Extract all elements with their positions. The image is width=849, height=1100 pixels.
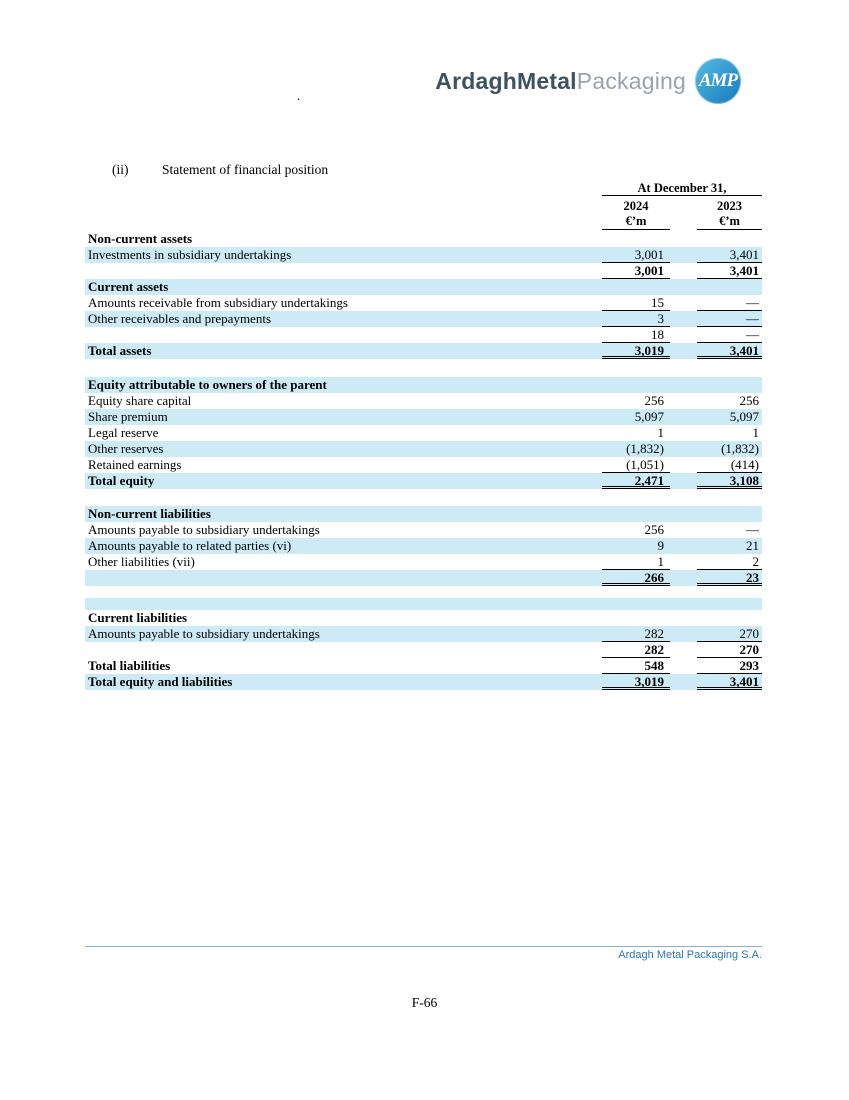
row-label: Equity share capital — [88, 393, 192, 408]
row-label: Equity attributable to owners of the parent — [88, 377, 327, 392]
value-2024 — [602, 506, 670, 522]
column-gap — [670, 343, 697, 359]
value-2023 — [697, 598, 762, 610]
column-gap — [670, 658, 697, 674]
table-row — [85, 343, 762, 359]
value-2024: 3,001 — [602, 263, 670, 279]
value-2023: 21 — [746, 538, 759, 553]
table-row — [85, 409, 762, 425]
value-2024: 1 — [602, 554, 670, 570]
logo-word-metal: Metal — [516, 67, 577, 94]
column-gap — [670, 311, 697, 327]
row-label: Amounts payable to subsidiary undertakings — [88, 522, 320, 537]
column-gap — [670, 198, 697, 214]
table-row — [85, 489, 762, 506]
table-row — [85, 522, 762, 538]
row-label: Retained earnings — [88, 457, 182, 472]
table-row — [85, 425, 762, 441]
column-gap — [670, 506, 697, 522]
value-2023: 3,108 — [697, 473, 762, 489]
column-gap — [670, 327, 697, 343]
value-2023 — [697, 231, 762, 247]
table-row — [85, 586, 762, 598]
table-row — [85, 441, 762, 457]
value-2024: 1 — [657, 425, 664, 440]
value-2024: 18 — [602, 327, 670, 343]
table-row — [85, 231, 762, 247]
value-2024: (1,051) — [602, 457, 670, 473]
row-label: Total equity and liabilities — [88, 674, 233, 689]
row-label — [85, 327, 602, 343]
table-row — [85, 570, 762, 586]
column-gap — [670, 538, 697, 554]
column-gap — [670, 626, 697, 642]
column-gap — [670, 598, 697, 610]
amp-badge-monogram: AMP — [698, 70, 738, 91]
column-gap — [670, 409, 697, 425]
value-2023 — [697, 377, 762, 393]
value-2023 — [697, 279, 762, 295]
value-2024: 256 — [644, 393, 664, 408]
section-index: (ii) — [112, 162, 129, 177]
column-gap — [670, 586, 697, 598]
value-2023 — [697, 610, 762, 626]
table-date-header-row — [85, 181, 762, 196]
table-row — [85, 642, 762, 658]
year-2023-header: 2023 — [717, 199, 742, 213]
value-2024: 15 — [602, 295, 670, 311]
table-body — [85, 231, 762, 690]
table-row — [85, 359, 762, 377]
value-2024: 3,019 — [602, 343, 670, 359]
table-row — [85, 658, 762, 674]
row-label: Amounts payable to related parties (vi) — [88, 538, 292, 553]
column-gap — [670, 247, 697, 263]
column-gap — [670, 554, 697, 570]
value-2023: 2 — [697, 554, 762, 570]
company-logo — [435, 58, 741, 104]
value-2023: — — [697, 327, 762, 343]
section-title — [112, 162, 328, 178]
row-label: Other receivables and prepayments — [88, 311, 272, 326]
footer-company-name: Ardagh Metal Packaging S.A. — [618, 949, 762, 961]
logo-wordmark — [435, 68, 686, 95]
row-label: Other liabilities (vii) — [88, 554, 195, 569]
column-gap — [670, 279, 697, 295]
table-row — [85, 598, 762, 610]
value-2024: 256 — [644, 522, 664, 537]
row-label: Legal reserve — [88, 425, 159, 440]
value-2024 — [602, 377, 670, 393]
table-row — [85, 506, 762, 522]
row-label: Total liabilities — [88, 658, 171, 673]
value-2023: 1 — [752, 425, 759, 440]
table-row — [85, 473, 762, 489]
value-2023: 3,401 — [697, 263, 762, 279]
column-gap — [670, 642, 697, 658]
column-gap — [670, 610, 697, 626]
amp-badge-icon — [695, 58, 741, 104]
table-row — [85, 674, 762, 690]
table-row — [85, 626, 762, 642]
column-gap — [670, 457, 697, 473]
table-units-row — [85, 214, 762, 230]
column-gap — [670, 489, 697, 506]
row-label: Other reserves — [88, 441, 164, 456]
value-2024 — [602, 279, 670, 295]
value-2023: 3,401 — [697, 674, 762, 690]
table-years-row — [85, 198, 762, 214]
value-2024: 2,471 — [602, 473, 670, 489]
value-2023: (1,832) — [721, 441, 759, 456]
table-row — [85, 263, 762, 279]
value-2024: 5,097 — [634, 409, 664, 424]
row-label — [85, 598, 602, 610]
column-gap — [670, 231, 697, 247]
value-2023: 256 — [739, 393, 759, 408]
value-2023: — — [746, 522, 759, 537]
row-label: Current assets — [88, 279, 169, 294]
value-2024 — [602, 489, 670, 506]
value-2024: (1,832) — [626, 441, 664, 456]
row-label: Non-current assets — [88, 231, 193, 246]
column-gap — [670, 263, 697, 279]
value-2023 — [697, 586, 762, 598]
table-row — [85, 457, 762, 473]
row-label: Amounts payable to subsidiary undertakings — [88, 626, 320, 641]
row-label: Current liabilities — [88, 610, 188, 625]
value-2024: 3,019 — [602, 674, 670, 690]
value-2023: 3,401 — [697, 247, 762, 263]
column-gap — [670, 425, 697, 441]
value-2023 — [697, 489, 762, 506]
row-label — [85, 642, 602, 658]
value-2023 — [697, 506, 762, 522]
value-2023: (414) — [697, 457, 762, 473]
logo-word-ardagh: Ardagh — [435, 67, 517, 94]
value-2023: — — [697, 311, 762, 327]
table-row — [85, 311, 762, 327]
value-2023: 293 — [697, 658, 762, 674]
column-gap — [670, 522, 697, 538]
value-2024: 266 — [602, 570, 670, 586]
value-2023: 3,401 — [697, 343, 762, 359]
row-label: Total equity — [88, 473, 155, 488]
column-gap — [670, 377, 697, 393]
table-row — [85, 610, 762, 626]
row-label: Investments in subsidiary undertakings — [88, 247, 292, 262]
row-label — [85, 489, 602, 506]
column-gap — [670, 570, 697, 586]
value-2023: 5,097 — [729, 409, 759, 424]
column-gap — [670, 359, 697, 377]
table-row — [85, 554, 762, 570]
unit-2024-header: €’m — [602, 214, 670, 230]
stray-period-mark: . — [297, 88, 301, 103]
value-2024: 3 — [602, 311, 670, 327]
value-2024: 9 — [657, 538, 664, 553]
value-2024: 548 — [602, 658, 670, 674]
table-row — [85, 247, 762, 263]
row-label — [85, 359, 602, 377]
column-gap — [670, 295, 697, 311]
column-gap — [670, 441, 697, 457]
header-spacer — [85, 214, 602, 230]
value-2024 — [602, 359, 670, 377]
section-title-text: Statement of financial position — [162, 162, 329, 177]
value-2023 — [697, 359, 762, 377]
unit-2023-header: €’m — [697, 214, 762, 230]
value-2024 — [602, 610, 670, 626]
financial-position-table — [85, 181, 762, 690]
table-row — [85, 279, 762, 295]
row-label: Share premium — [88, 409, 168, 424]
row-label — [85, 570, 602, 586]
row-label: Amounts receivable from subsidiary undertakings — [88, 295, 348, 310]
row-label — [85, 586, 602, 598]
row-label: Non-current liabilities — [88, 506, 211, 521]
header-spacer — [85, 198, 602, 214]
column-gap — [670, 473, 697, 489]
footer-divider — [85, 946, 762, 947]
logo-word-packaging: Packaging — [576, 67, 686, 94]
value-2023: — — [697, 295, 762, 311]
value-2024: 282 — [602, 642, 670, 658]
table-row — [85, 377, 762, 393]
value-2024: 282 — [602, 626, 670, 642]
column-gap — [670, 674, 697, 690]
table-row — [85, 538, 762, 554]
value-2023: 23 — [697, 570, 762, 586]
value-2024 — [602, 231, 670, 247]
value-2024 — [602, 586, 670, 598]
value-2023: 270 — [697, 642, 762, 658]
value-2024 — [602, 598, 670, 610]
table-row — [85, 393, 762, 409]
header-spacer — [85, 181, 602, 196]
date-span-header: At December 31, — [602, 181, 762, 196]
table-row — [85, 295, 762, 311]
table-row — [85, 327, 762, 343]
row-label: Total assets — [88, 343, 152, 358]
value-2023: 270 — [697, 626, 762, 642]
column-gap — [670, 214, 697, 230]
value-2024: 3,001 — [602, 247, 670, 263]
column-gap — [670, 393, 697, 409]
year-2024-header: 2024 — [623, 199, 649, 213]
row-label — [85, 263, 602, 279]
page-number: F-66 — [411, 995, 438, 1010]
